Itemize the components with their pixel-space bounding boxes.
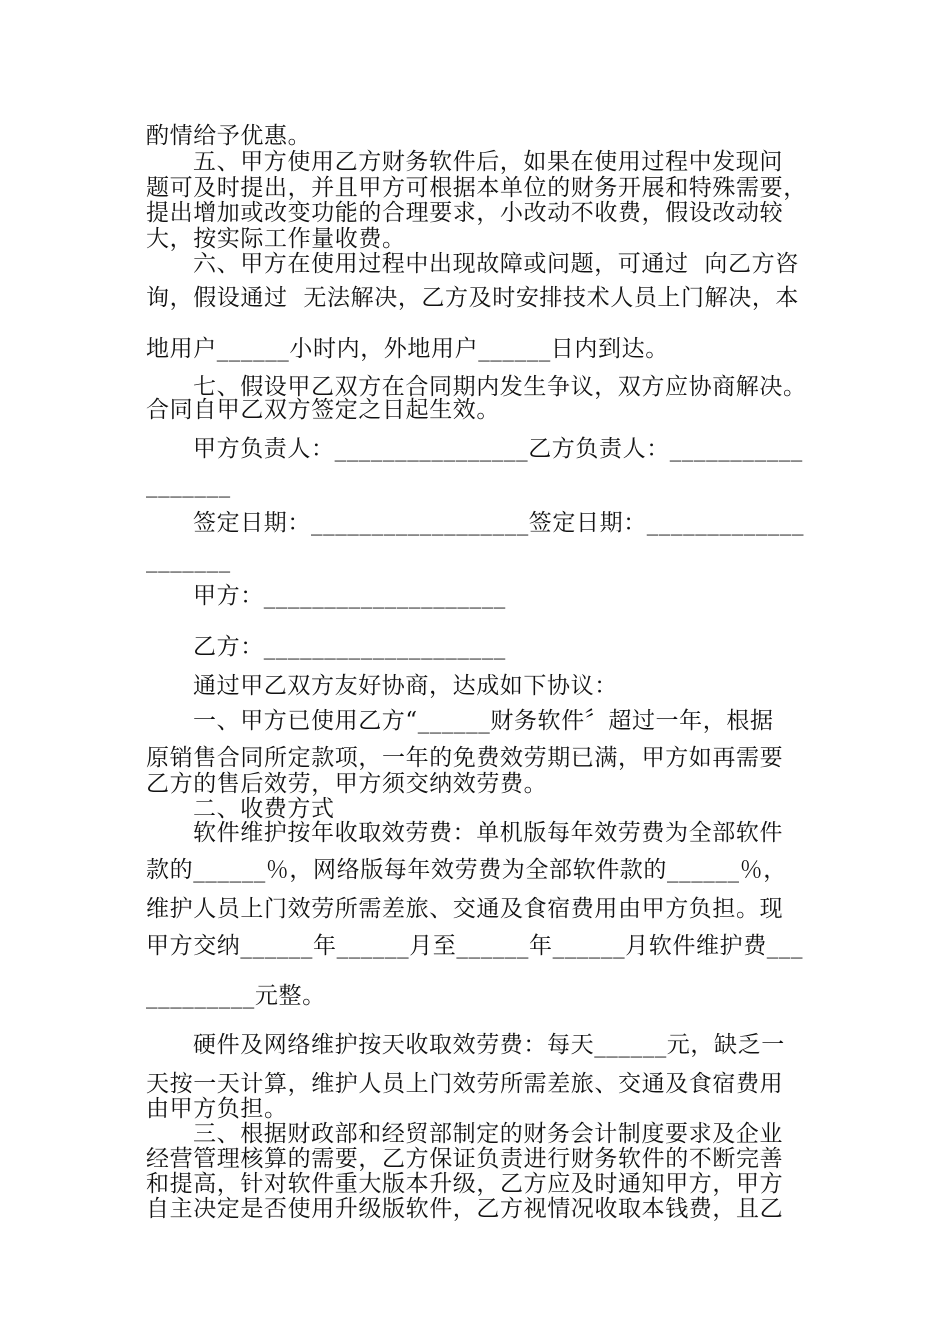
signature-line-continued: _______	[146, 547, 231, 573]
text-line: 五、甲方使用乙方财务软件后，如果在使用过程中发现问	[193, 149, 783, 175]
text-line: 地用户______小时内，外地用户______日内到达。	[146, 336, 669, 362]
text-line: 大，按实际工作量收费。	[146, 226, 406, 252]
text-line: 硬件及网络维护按天收取效劳费：每天______元，缺乏一	[193, 1032, 785, 1058]
section-heading: 二、收费方式	[193, 796, 335, 822]
party-b-line: 乙方：____________________	[193, 634, 506, 660]
text-line: _________元整。	[146, 983, 326, 1009]
text-line: 软件维护按年收取效劳费：单机版每年效劳费为全部软件	[193, 820, 783, 846]
party-a-line: 甲方：____________________	[193, 583, 506, 609]
text-line: 通过甲乙双方友好协商，达成如下协议：	[193, 673, 618, 699]
signature-line-continued: _______	[146, 472, 231, 498]
text-line: 自主决定是否使用升级版软件，乙方视情况收取本钱费，且乙	[146, 1196, 784, 1222]
text-line: 天按一天计算，维护人员上门效劳所需差旅、交通及食宿费用	[146, 1071, 784, 1097]
text-line: 询，假设通过 无法解决，乙方及时安排技术人员上门解决，本	[146, 285, 800, 311]
text-line: 原销售合同所定款项，一年的免费效劳期已满，甲方如再需要	[146, 745, 784, 771]
signature-line-date: 签定日期：__________________签定日期：_____________	[193, 510, 805, 536]
text-line: 七、假设甲乙双方在合同期内发生争议，双方应协商解决。	[193, 374, 807, 400]
signature-line-responsible: 甲方负责人：________________乙方负责人：___________	[193, 436, 803, 462]
text-line: 经营管理核算的需要，乙方保证负责进行财务软件的不断完善	[146, 1146, 784, 1172]
text-line: 三、根据财政部和经贸部制定的财务会计制度要求及企业	[193, 1121, 783, 1147]
text-line: 酌情给予优惠。	[146, 123, 312, 149]
text-line: 六、甲方在使用过程中出现故障或问题，可通过 向乙方咨	[193, 251, 799, 277]
text-line: 甲方交纳______年______月至______年______月软件维护费___	[146, 933, 804, 959]
text-line: 合同自甲乙双方签定之日起生效。	[146, 397, 500, 423]
text-line: 提出增加或改变功能的合理要求，小改动不收费，假设改动较	[146, 200, 784, 226]
text-line: 乙方的售后效劳，甲方须交纳效劳费。	[146, 771, 548, 797]
text-line: 款的______％，网络版每年效劳费为全部软件款的______％，	[146, 857, 787, 883]
text-line: 一、甲方已使用乙方“______财务软件〞超过一年，根据	[193, 708, 774, 734]
text-line: 和提高，针对软件重大版本升级，乙方应及时通知甲方，甲方	[146, 1171, 784, 1197]
text-line: 维护人员上门效劳所需差旅、交通及食宿费用由甲方负担。现	[146, 896, 784, 922]
text-line: 题可及时提出，并且甲方可根据本单位的财务开展和特殊需要，	[146, 175, 807, 201]
text-line: 由甲方负担。	[146, 1096, 288, 1122]
